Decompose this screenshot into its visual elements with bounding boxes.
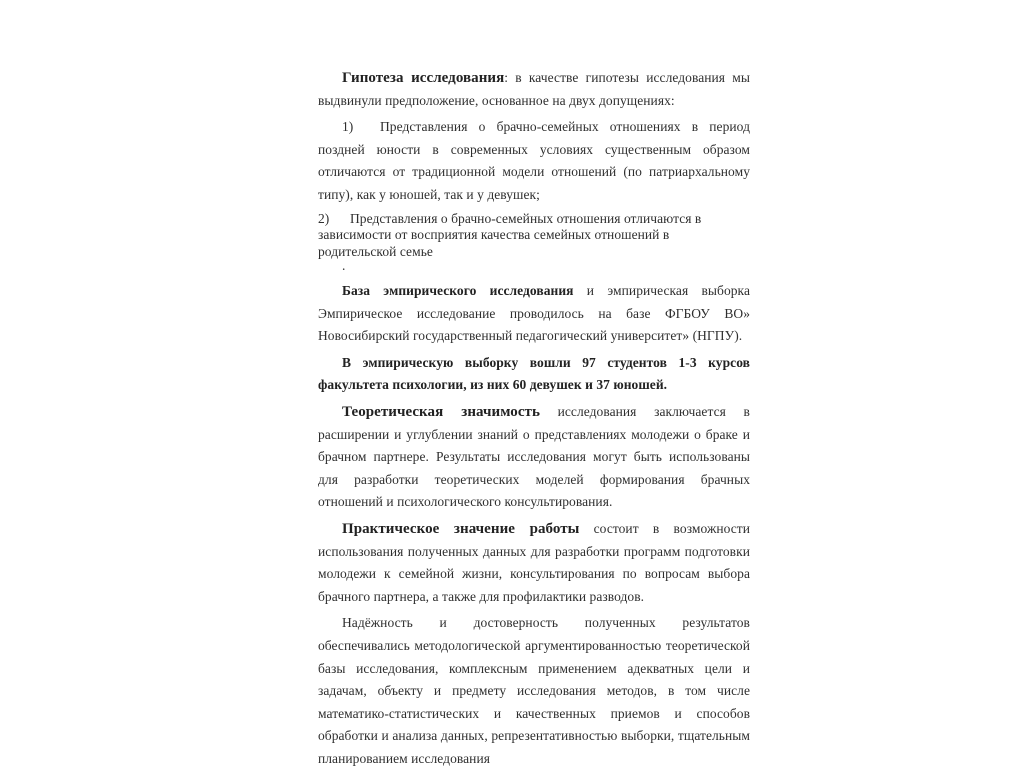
- hypothesis-item-1: [318, 116, 750, 206]
- hypothesis-item-2-text: Представления о брачно-семейных отношения отличаются в зависимости от восприятия качества семейных отношений в родительской семье: [318, 210, 702, 259]
- base-paragraph: [318, 280, 750, 348]
- practical-heading: Практическое значение работы: [342, 521, 580, 537]
- practical-paragraph: [318, 518, 750, 608]
- hypothesis-item-2-number: 2): [318, 210, 330, 226]
- hypothesis-heading: Гипотеза исследования: [342, 70, 505, 86]
- hypothesis-paragraph: [318, 67, 750, 112]
- practical-text: состоит в возможности использования полученных данных для разработки программ подготовки молодежи к семейной жизни, консультирования по вопросам выбора брачного партнера, а также для профилактики разводов.: [318, 521, 750, 604]
- base-text: и эмпирическая выборка Эмпирическое исследование проводилось на базе ФГБОУ ВО» Новосибирский государственный педагогический университет» (НГПУ).: [318, 283, 751, 344]
- base-heading: База эмпирического исследования: [342, 283, 574, 299]
- sample-paragraph: В эмпирическую выборку вошли 97 студентов 1-3 курсов факультета психологии, из них 60 девушек и 37 юношей.: [318, 354, 750, 393]
- document-body: [318, 67, 750, 771]
- stray-dot: .: [342, 258, 346, 274]
- hypothesis-item-1-text: Представления о брачно-семейных отношениях в период поздней юности в современных условиях существенным образом отличаются от традиционной модели отношений (по патриархальному типу), как у юношей, так и у девушек;: [318, 119, 750, 202]
- hypothesis-item-1-number: 1): [342, 119, 354, 135]
- theoretical-text: исследования заключается в расширении и углублении знаний о представлениях молодежи о браке и брачном партнере. Результаты исследования могут быть использованы для разработки теоретических моделей формирования брачных отношений и психологического консультирования.: [318, 404, 750, 510]
- hypothesis-text: : в качестве гипотезы исследования мы выдвинули предположение, основанное на двух допущениях:: [318, 70, 750, 108]
- theoretical-paragraph: [318, 401, 750, 514]
- reliability-paragraph: Надёжность и достоверность полученных результатов обеспечивались методологической аргументированностью теоретической базы исследования, комплексным применением адекватных цели и задачам, объекту и предмету исследования методов, в том числе математико-статистических и качественных приемов и способов обработки и анализа данных, репрезентативностью выборки, тщательным планированием исследования: [318, 615, 750, 766]
- hypothesis-item-2: [318, 211, 730, 261]
- theoretical-heading: Теоретическая значимость: [342, 404, 540, 421]
